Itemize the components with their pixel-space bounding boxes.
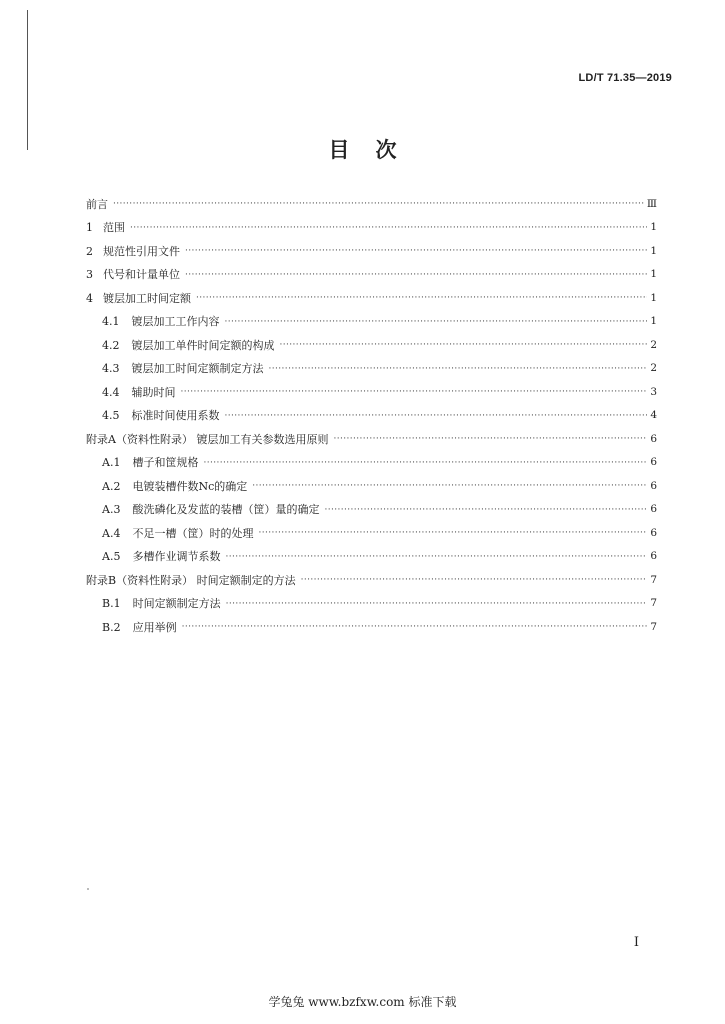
- footer-watermark: 学兔兔 www.bzfxw.com 标准下载: [268, 995, 457, 1009]
- toc-entry[interactable]: [86, 216, 657, 240]
- toc-entry-label: [102, 407, 223, 423]
- toc-entry-title: 镀层加工单件时间定额的构成: [131, 338, 275, 352]
- toc-entry[interactable]: [86, 263, 657, 287]
- toc-entry-title: 范围: [103, 221, 125, 235]
- toc-entry-title: 规范性引用文件: [103, 244, 180, 258]
- table-of-contents: [86, 192, 657, 639]
- toc-entry-page: 7: [650, 573, 657, 586]
- toc-entry-label: [102, 313, 223, 329]
- toc-entry[interactable]: [86, 239, 657, 263]
- toc-entry-page: 6: [650, 456, 657, 469]
- toc-entry-title: 应用举例: [132, 620, 177, 634]
- toc-entry-label: [102, 525, 256, 541]
- toc-leader-dots: [324, 505, 647, 516]
- toc-entry-number: B.1: [102, 597, 121, 611]
- toc-entry[interactable]: [86, 333, 657, 357]
- toc-entry-number: B.2: [102, 620, 121, 634]
- toc-entry[interactable]: [86, 357, 657, 381]
- toc-entry[interactable]: [86, 427, 657, 451]
- toc-entry-number: 4: [86, 291, 93, 305]
- toc-entry[interactable]: [86, 545, 657, 569]
- toc-entry-label: [86, 196, 111, 212]
- toc-entry-number: 4.2: [102, 338, 120, 352]
- toc-leader-dots: [269, 364, 648, 375]
- toc-entry-title: 镀层加工工作内容: [131, 315, 220, 329]
- toc-entry-page: 3: [650, 385, 657, 398]
- toc-entry-title: 代号和计量单位: [103, 268, 180, 282]
- page-title: 目次: [328, 137, 423, 162]
- toc-entry[interactable]: [86, 498, 657, 522]
- scan-speck: [87, 888, 89, 890]
- toc-entry-number: 4.3: [102, 362, 120, 376]
- toc-entry-page: 2: [650, 362, 657, 375]
- toc-entry-title: 时间定额制定方法: [132, 597, 221, 611]
- toc-entry-label: [102, 501, 322, 517]
- toc-entry-label: [102, 384, 179, 400]
- page-number: I: [633, 935, 639, 950]
- toc-entry-title: 酸洗磷化及发蓝的装槽（筐）量的确定: [132, 503, 320, 517]
- toc-entry-page: 1: [650, 244, 657, 257]
- toc-leader-dots: [203, 458, 647, 469]
- toc-entry-page: 6: [650, 432, 657, 445]
- toc-entry-number: 4.5: [102, 409, 120, 423]
- toc-leader-dots: [181, 387, 648, 398]
- toc-entry-label: [86, 290, 194, 306]
- toc-entry-page: 1: [650, 268, 657, 281]
- toc-entry-page: 1: [650, 221, 657, 234]
- toc-entry[interactable]: [86, 615, 657, 639]
- toc-entry[interactable]: [86, 592, 657, 616]
- toc-entry-number: 4.1: [102, 315, 120, 329]
- toc-entry-number: A.4: [102, 526, 121, 540]
- toc-entry-title: 附录B（资料性附录） 时间定额制定的方法: [86, 573, 296, 587]
- toc-entry-number: A.5: [102, 550, 121, 564]
- toc-leader-dots: [113, 199, 645, 210]
- toc-leader-dots: [226, 599, 647, 610]
- toc-entry-label: [102, 619, 180, 635]
- toc-entry-label: [102, 360, 267, 376]
- toc-leader-dots: [185, 246, 647, 257]
- toc-entry[interactable]: [86, 286, 657, 310]
- toc-entry-title: 附录A（资料性附录） 镀层加工有关参数选用原则: [86, 432, 329, 446]
- toc-entry-page: 6: [650, 479, 657, 492]
- toc-entry-label: [86, 266, 183, 282]
- toc-entry-page: 7: [650, 620, 657, 633]
- toc-entry-number: A.3: [102, 503, 121, 517]
- toc-leader-dots: [252, 481, 647, 492]
- toc-entry-number: 1: [86, 221, 93, 235]
- toc-entry-title: 多槽作业调节系数: [132, 550, 221, 564]
- toc-entry[interactable]: [86, 310, 657, 334]
- toc-leader-dots: [258, 528, 647, 539]
- toc-entry-page: 1: [650, 315, 657, 328]
- toc-entry-page: 2: [650, 338, 657, 351]
- toc-entry-label: [86, 243, 183, 259]
- toc-entry-number: 2: [86, 244, 93, 258]
- toc-entry-title: 辅助时间: [131, 385, 176, 399]
- toc-entry-title: 槽子和筐规格: [132, 456, 199, 470]
- toc-entry[interactable]: [86, 521, 657, 545]
- toc-leader-dots: [225, 317, 648, 328]
- toc-entry[interactable]: [86, 404, 657, 428]
- toc-entry-page: 7: [650, 597, 657, 610]
- toc-leader-dots: [333, 434, 647, 445]
- document-code: LD/T 71.35—2019: [578, 72, 672, 84]
- toc-entry[interactable]: [86, 568, 657, 592]
- toc-leader-dots: [280, 340, 648, 351]
- toc-entry-title: 标准时间使用系数: [131, 409, 220, 423]
- toc-entry-label: [102, 337, 278, 353]
- toc-entry-page: 6: [650, 503, 657, 516]
- toc-entry-label: [86, 431, 331, 447]
- toc-entry-page: Ⅲ: [646, 197, 657, 210]
- toc-entry-label: [102, 595, 224, 611]
- toc-entry-page: 6: [650, 550, 657, 563]
- toc-entry-label: [102, 478, 250, 494]
- toc-entry-title: 前言: [86, 197, 108, 211]
- toc-entry-number: A.1: [102, 456, 121, 470]
- toc-entry-title: 电镀装槽件数Nc的确定: [132, 479, 248, 493]
- toc-leader-dots: [182, 622, 647, 633]
- toc-entry-page: 1: [650, 291, 657, 304]
- toc-entry-label: [86, 572, 299, 588]
- toc-entry-number: A.2: [102, 479, 121, 493]
- binding-line: [27, 10, 28, 150]
- toc-entry-title: 镀层加工时间定额: [103, 291, 191, 305]
- toc-entry-title: 镀层加工时间定额制定方法: [131, 362, 264, 376]
- toc-entry[interactable]: [86, 380, 657, 404]
- toc-entry-page: 6: [650, 526, 657, 539]
- toc-entry-label: [102, 454, 201, 470]
- toc-leader-dots: [301, 575, 647, 586]
- toc-leader-dots: [196, 293, 647, 304]
- toc-leader-dots: [225, 411, 648, 422]
- toc-entry-label: [86, 219, 128, 235]
- toc-entry-title: 不足一槽（筐）时的处理: [132, 526, 254, 540]
- toc-entry-number: 3: [86, 268, 93, 282]
- toc-entry-label: [102, 548, 223, 564]
- toc-leader-dots: [130, 223, 647, 234]
- toc-leader-dots: [225, 552, 647, 563]
- toc-leader-dots: [185, 270, 647, 281]
- toc-entry[interactable]: [86, 192, 657, 216]
- toc-entry[interactable]: [86, 474, 657, 498]
- toc-entry[interactable]: [86, 451, 657, 475]
- toc-entry-number: 4.4: [102, 385, 120, 399]
- toc-entry-page: 4: [650, 409, 657, 422]
